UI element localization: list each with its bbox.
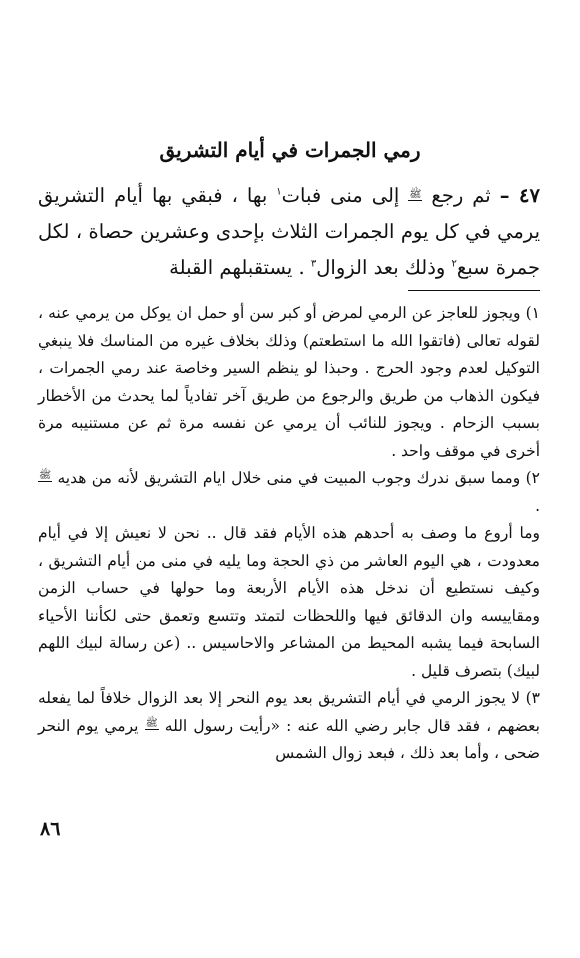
paragraph-47 [38, 178, 540, 286]
footnote-text: لا يجوز الرمي في أيام التشريق بعد يوم النحر إلا بعد الزوال خلافاً لما يفعله بعضهم ، فقد قال جابر رضي الله عنه : «رأيت رسول الله [38, 689, 540, 735]
footnote-number: ١) [525, 304, 540, 322]
footnote-ref-1: ١ [276, 186, 282, 198]
footnote-text: ومما سبق ندرك وجوب المبيت في منى خلال ايام التشريق لأنه من هديه [52, 469, 526, 487]
main-text-segment: . يستقبلهم القبلة [169, 256, 311, 279]
paragraph-number: ٤٧ – [499, 184, 540, 207]
pbuh-glyph: ﷺ [145, 717, 158, 729]
footnote-ref-2: ٢ [451, 258, 457, 270]
main-text-segment: بها ، فبقي بها أيام التشريق يرمي في كل يوم الجمرات الثلاث بإحدى وعشرين حصاة ، لكل جمرة سبع [38, 184, 540, 279]
page-number: ٨٦ [40, 818, 61, 840]
footnotes [38, 300, 540, 768]
main-text-segment: ثم رجع [422, 184, 500, 207]
pbuh-glyph: ﷺ [39, 470, 52, 481]
footnote-2-quote: وما أروع ما وصف به أحدهم هذه الأيام فقد قال .. نحن لا نعيش إلا في أيام معدودت ، هي اليوم العاشر من ذي الحجة وما يليه في منى من أيام التشريق ، وكيف نستطيع أن ندخل هذه الأيام الأربعة وما حولها في حساب الزمن ومقاييسه وان الدقائق فيها واللحظات لتمتد وتتسع وتعمق حتى لكأننا الأحياء السابحة فيما يشبه المحيط من المشاعر والاحاسيس .. (عن رسالة لبيك اللهم لبيك) بتصرف قليل . [38, 524, 540, 680]
footnote-separator [408, 290, 540, 291]
footnote-2 [38, 465, 540, 520]
footnote-3 [38, 685, 540, 768]
footnote-text: . [535, 496, 540, 515]
footnote-number: ٣) [525, 689, 540, 707]
footnote-1 [38, 300, 540, 465]
main-text-segment: إلى منى فبات [281, 184, 409, 207]
footnote-number: ٢) [525, 469, 540, 487]
main-text-segment: وذلك بعد الزوال [316, 256, 452, 279]
footnote-ref-3: ٣ [310, 258, 317, 270]
pbuh-glyph: ﷺ [409, 189, 422, 200]
main-text [38, 178, 540, 286]
footnote-text: ويجوز للعاجز عن الرمي لمرض أو كبر سن أو حمل ان يوكل من يرمي عنه ، لقوله تعالى (فاتقوا الله ما استطعتم) وذلك بخلاف غيره من المناسك فلا ينبغي التوكيل لعدم وجود الحرج . وحبذا لو ينظم السير وخاصة عند رمي الجمرات ، فيكون الذهاب من طريق والرجوع من طريق آخر تفادياً لما يحدث من الأخطار بسبب الزحام . ويجوز للنائب أن يرمي عن نفسه مرة ثم عن مستنيبه مرة أخرى في موقف واحد . [38, 304, 540, 460]
footnote-text: يرمي يوم النحر ضحى ، وأما بعد ذلك ، فبعد زوال الشمس [38, 716, 540, 762]
section-heading: رمي الجمرات في أيام التشريق [159, 138, 421, 162]
